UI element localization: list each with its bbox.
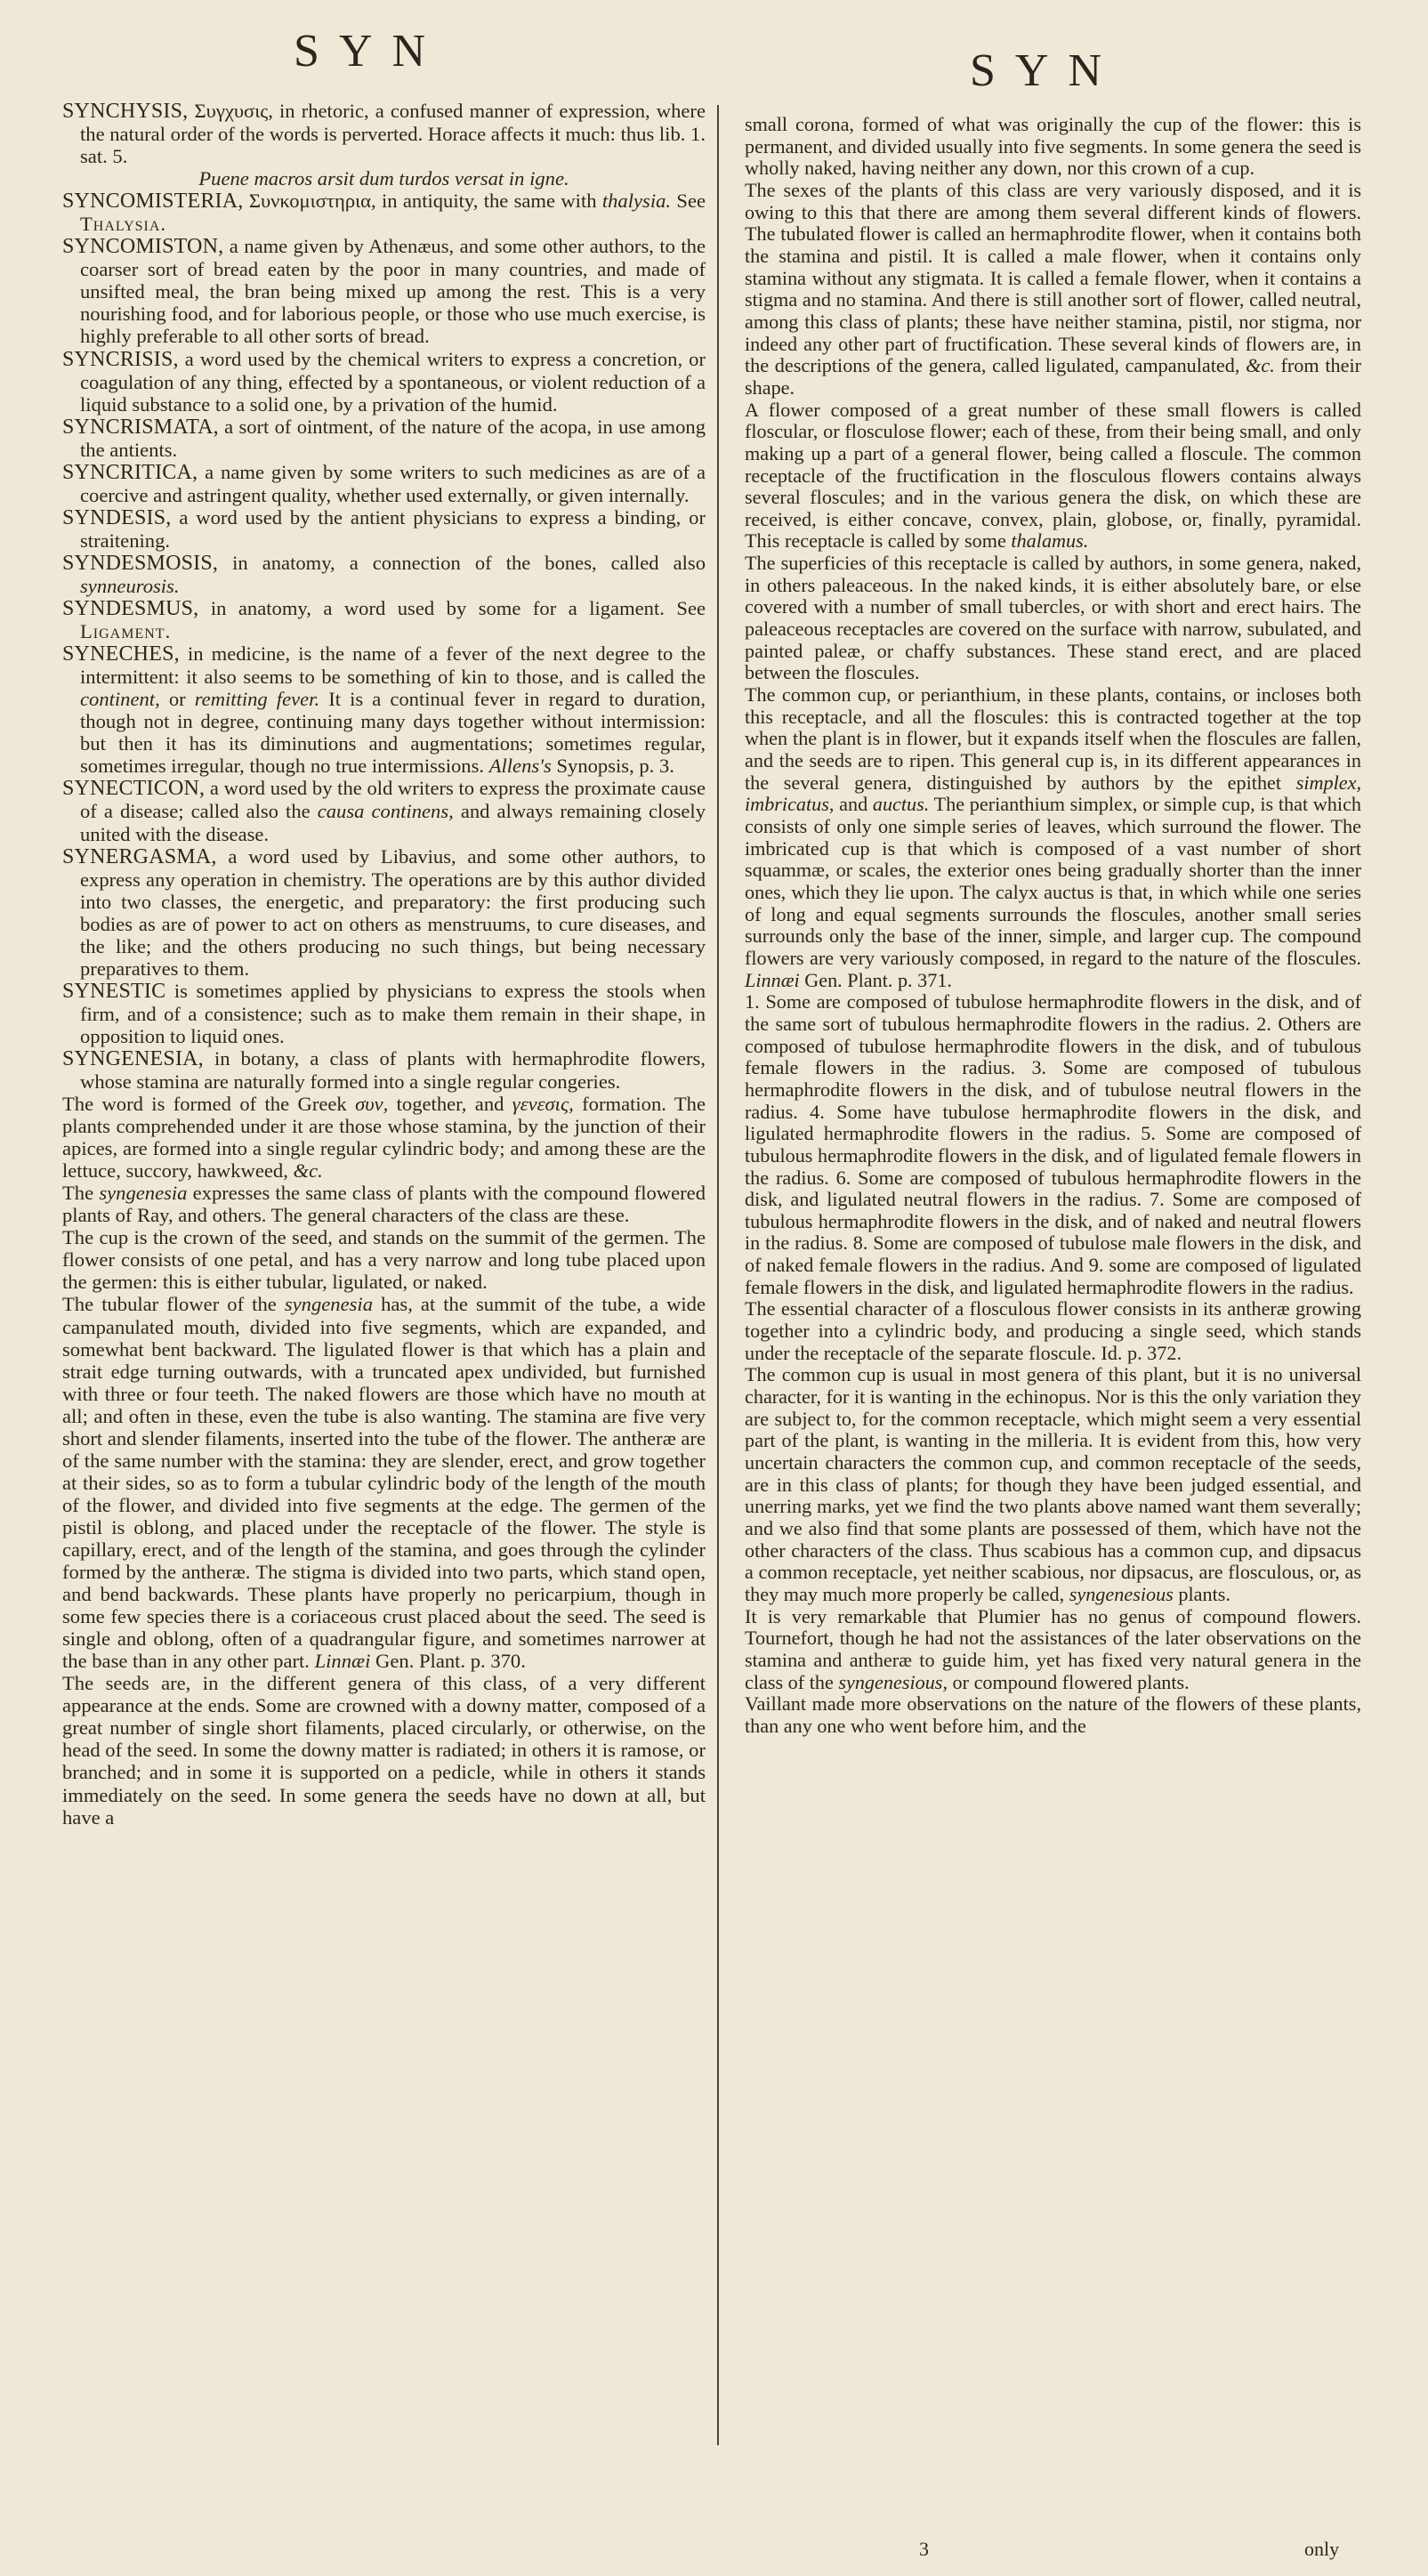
entry-text: in anatomy, a connection of the bones, called also [232,551,706,574]
paragraph-text: has, at the summit of the tube, a wide campanulated mouth, divided into five segments, which are expanded, and somewhat bent backward. The ligulated flower is that which has a plain and strait edge turning outwards, with a truncated apex undivided, but furnished with three or four teeth. The naked flowers are those which have no mouth at all; and often in these, even the tube is also wanting. The stamina are five very short and slender filaments, inserted into the tube of the flower. The antheræ are of the same number with the stamina: they are slender, erect, and grow together at their sides, so as to form a tubular cylindric body of the length of the mouth of the flower, and divided into five segments at the edge. The germen of the pistil is oblong, and placed under the receptacle of the flower. The style is capillary, erect, and of the length of the stamina, and goes through the cylinder formed by the antheræ. The stigma is divided into two parts, which stand open, and bend backwards. These plants have properly no pericarpium, though in some few species there is a coriaceous crust placed about the seed. The seed is single and oblong, often of a quadrangular figure, and sometimes narrower at the base than in any other part. [62,1293,706,1673]
entry-text: a word used by the chemical writers to express a concretion, or coagulation of any thing, effected by a spontaneous, or violent reduction of a liquid substance to a solid one, by a privation of the humid. [80,347,706,416]
headword: SYNGENESIA, [62,1046,204,1070]
entry-synergasma [62,845,706,980]
paragraph-text: expresses the same class of plants with the compound flowered plants of Ray, and others. The general characters of the class are these. [62,1182,706,1227]
paragraph-text: The common cup, or perianthium, in these plants, contains, or incloses both this receptacle, and all the floscules: this is contracted together at the top when the plant is in flower, but it expands itself when the floscules are fallen, and the seeds are to ripen. This general cup is, in its different appearances in the several genera, distinguished by authors by the epithet [745,683,1361,794]
entry-text: a word used by Libavius, and some other authors, to express any operation in chemistry. The operations are by this author divided into two classes, the energetic, and preparatory: the first producing such bodies as are of power to act on others as menstruums, to cure diseases, and the like; and the others producing no such things, but being necessary preparatives to them. [80,844,706,980]
entry-text: It is a continual fever in regard to duration, though not in degree, continuing many days together without intermission: but then it has its diminutions and augmentations; sometimes regular, sometimes irregular, though no true intermissions. [80,688,706,778]
entry-text: a name given by some writers to such medicines as are of a coercive and astringent quality, whether used externally, or given internally. [80,460,706,506]
entry-syncomisteria [62,190,706,235]
italic-term: causa continens, [317,800,454,823]
entry-syncrismata [62,416,706,461]
paragraph [62,1182,706,1226]
paragraph [745,684,1361,991]
cross-reference: Ligament. [80,620,172,643]
cross-reference: Thalysia. [80,213,167,236]
italic-term: remitting fever. [194,688,320,711]
headword: SYNDESMUS, [62,597,199,621]
paragraph: The superficies of this receptacle is called by authors, in some genera, naked, in others paleaceous. In the naked kinds, it is either absolutely bare, or else covered with a number of small tubercles, or with short and erect hairs. The paleaceous receptacles are covered on the surface with narrow, subulated, and painted paleæ, or chaffy substances. These stand erect, and are placed between the floscules. [745,552,1361,684]
paragraph [745,1364,1361,1605]
headword: SYNCRISMATA, [62,415,219,439]
paragraph-text: together, and [396,1093,504,1116]
italic-term: continent, [80,688,160,711]
italic-author: Allens's [488,755,552,778]
paragraph [745,400,1361,553]
column-divider [717,105,719,2445]
italic-term: syngenesia [284,1293,373,1316]
paragraph-text: The perianthium simplex, or simple cup, is that which consists of only one simple series of leaves, which surround the flower. The imbricated cup is that which is composed of a vast number of short squammæ, or scales, the exterior ones being gradually shorter than the inner ones, which they lie upon. The calyx auctus is that, in which while one series of long and equal segments surrounds the floscules, another small series surrounds only the base of the inner, simple, and larger cup. The compound flowers are very variously composed, in regard to the nature of the floscules. [745,793,1362,969]
paragraph-text: and [839,793,868,816]
headword: SYNCOMISTON, [62,235,224,259]
paragraph-text: Gen. Plant. p. 370. [375,1650,526,1673]
paragraph: The cup is the crown of the seed, and stands on the summit of the germen. The flower consists of one petal, and has a very narrow and long tube placed upon the germen: this is either tubular, ligulated, or naked. [62,1226,706,1294]
entry-text: Synopsis, p. 3. [556,755,674,778]
paragraph-text: The [62,1182,94,1205]
italic-term: auctus. [872,793,930,816]
latin-quotation: Puene macros arsit dum turdos versat in igne. [198,167,569,190]
headword: SYNCOMISTERIA, [62,190,244,214]
paragraph-text: plants. [1178,1582,1230,1605]
headword: SYNESTIC [62,979,166,1003]
entry-text: a word used by the old writers to express the proximate cause of a disease; called also the [80,777,706,823]
italic-term: &c. [1246,354,1275,377]
italic-term: &c. [293,1159,323,1183]
headword: SYNDESMOSIS, [62,551,219,575]
paragraph: 1. Some are composed of tubulose hermaphrodite flowers in the disk, and of the same sort of tubulous hermaphrodite flowers in the radius. 2. Others are composed of tubulose hermaphrodite flowers in the disk, and of tubulous female flowers in the radius. 3. Some are composed of tubulous hermaphrodite flowers in the disk, and of tubulose neutral flowers in the radius. 4. Some have tubulose hermaphrodite flowers in the disk, and ligulated hermaphrodite flowers in the radius. 5. Some are composed of tubulous hermaphrodite flowers in the disk, and of ligulated female flowers in the radius. 6. Some are composed of tubulous hermaphrodite flowers in the disk, and ligulated neutral flowers in the radius. 7. Some are composed of tubulous hermaphrodite flowers in the disk, and of naked and neutral flowers in the radius. 8. Some are composed of tubulose male flowers in the disk, and of naked female flowers in the radius. And 9. some are composed of ligulated female flowers in the disk, and ligulated hermaphrodite flowers in the radius. [745,990,1361,1298]
page-number: 3 [919,2538,929,2560]
entry-text: a name given by Athenæus, and some other authors, to the coarser sort of bread eaten by the poor in many countries, and made of unsifted meal, the bran being mixed up among the rest. This is a very nourishing food, and for laborious people, or those who use much exercise, is highly preferable to all other sorts of bread. [80,235,706,348]
entry-syncomiston [62,235,706,347]
entry-syngenesia [62,1047,706,1093]
paragraph [62,1293,706,1672]
entry-text: See [676,190,706,213]
entry-text: Συνκομιστηρια, in antiquity, the same with [248,190,597,213]
entry-syncrisis [62,348,706,416]
headword: SYNCRITICA, [62,460,198,484]
entry-synestic [62,980,706,1047]
entry-text: or [168,688,186,711]
paragraph: Vaillant made more observations on the nature of the flowers of these plants, than any one who went before him, and the [745,1692,1361,1737]
greek-word: συν, [355,1093,389,1116]
right-column [745,114,1361,1738]
entry-text: Συγχυσις, in rhetoric, a confused manner of expression, where the natural order of the words is perverted. Horace affects it much: thus lib. 1. sat. 5. [80,100,706,168]
paragraph [745,1606,1361,1694]
paragraph-text: The tubular flower of the [62,1293,277,1316]
greek-word: γενεσις, [512,1093,574,1116]
entry-text: a word used by the antient physicians to express a binding, or straitening. [80,505,706,552]
entry-text: is sometimes applied by physicians to express the stools when firm, and of a consistence; such as to make them remain in their shape, in opposition to liquid ones. [80,979,706,1047]
paragraph [745,180,1361,400]
italic-term: synneurosis. [80,574,180,597]
headword: SYNDESIS, [62,505,172,529]
running-head-left: SYN [294,26,446,77]
entry-text: a sort of ointment, of the nature of the acopa, in use among the antients. [80,415,706,461]
paragraph: The essential character of a flosculous flower consists in its antheræ growing together into a cylindric body, and producing a single seed, which stands under the receptacle of the separate floscule. Id. p. 372. [745,1297,1361,1364]
entry-syneches [62,642,706,777]
paragraph-text: The word is formed of the Greek [62,1093,347,1116]
headword: SYNECTICON, [62,777,206,801]
italic-term: syngenesious [1069,1582,1174,1605]
italic-term: simplex, imbricatus, [745,771,1362,816]
headword: SYNCRISIS, [62,347,179,371]
paragraph-text: A flower composed of a great number of these small flowers is called floscular, or flosculose flower; each of these, from their being small, and only making up a part of a general flower, being called a floscule. The common receptacle of the fructification in the flosculous flowers contains always several floscules; and in the various genera the disk, on which these are received, is either concave, convex, plain, globose, or, finally, pyramidal. This receptacle is called by some [745,398,1361,553]
paragraph-text: It is very remarkable that Plumier has no genus of compound flowers. Tournefort, though he had not the assistances of the later observations on the stamina and antheræ to guide him, yet has fixed very natural genera in the class of the [745,1604,1361,1693]
italic-term: thalamus. [1011,529,1089,553]
paragraph-text: The common cup is usual in most genera of this plant, but it is no universal character, for it is wanting in the echinopus. Nor is this the only variation they are subject to, for the common receptacle, which might seem a very essential part of the plant, is wanting in the milleria. It is evident from this, how very uncertain characters the common cup, and common receptacle of the seeds, are in this class of plants; for though they have been judged essential, and unerring marks, yet we find the two plants above named want them severally; and we also find that some plants are possessed of them, which have not the other characters of the class. Thus scabious has a common cup, and dipsacus a common receptacle, yet neither scabious, nor dipsacus, are flosculous, or, as they may much more properly be called, [745,1363,1361,1605]
paragraph-text: formation. The plants comprehended under it are those whose stamina, by the junction of their apices, are formed into a single regular cylindric body; and among these are the lettuce, succory, hawkweed, [62,1093,706,1183]
paragraph-text: or compound flowered plants. [952,1670,1190,1693]
entry-text: in botany, a class of plants with hermaphrodite flowers, whose stamina are naturally formed into a single regular congeries. [80,1046,706,1094]
headword: SYNERGASMA, [62,844,217,868]
italic-term: thalysia. [601,190,672,213]
entry-syndesmosis [62,552,706,597]
entry-synchysis [62,100,706,167]
italic-author: Linnæi [314,1650,371,1673]
italic-term: syngenesia [99,1182,188,1205]
entry-syndesmus [62,597,706,642]
italic-author: Linnæi [745,968,800,991]
paragraph: small corona, formed of what was originally the cup of the flower: this is permanent, and divided usually into five segments. In some genera the seed is wholly naked, having neither any down, nor this crown of a cup. [745,113,1361,180]
left-column [62,100,706,1829]
paragraph-text: from their shape. [745,354,1362,399]
paragraph [62,1093,706,1182]
running-head-right: SYN [970,45,1122,96]
entry-synecticon [62,777,706,844]
paragraph: The seeds are, in the different genera of this class, of a very different appearance at the ends. Some are crowned with a downy matter, composed of a great number of single short filaments, placed circularly, or otherwise, on the head of the seed. In some the downy matter is radiated; in others it is ramose, or branched; and in some it is supported on a pedicle, while in others it stands immediately on the seed. In some genera the seeds have no down at all, but have a [62,1672,706,1829]
headword: SYNCHYSIS, [62,100,189,123]
entry-text: and always remaining closely united with the disease. [80,800,706,845]
paragraph-text: Gen. Plant. p. 371. [804,968,952,991]
italic-term: syngenesious, [838,1670,948,1693]
entry-text: in anatomy, a word used by some for a ligament. See [210,597,706,620]
entry-syncritica [62,461,706,506]
paragraph-text: The sexes of the plants of this class are very variously disposed, and it is owing to this that there are among them several different kinds of flowers. The tubulated flower is called an hermaphrodite flower, when it contains both the stamina and pistil. It is called a male flower, when it contains only stamina without any stigmata. It is called a female flower, when it contains a stigma and no stamina. And there is still another sort of flower, called neutral, among this class of plants; these have neither stamina, pistil, nor stigma, nor indeed any other part of fructification. These several kinds of flowers are, in the descriptions of the genera, called ligulated, campanulated, [745,178,1361,377]
entry-text: in medicine, is the name of a fever of the next degree to the intermittent: it also seems to be something of kin to those, and is called the [80,642,706,689]
headword: SYNECHES, [62,642,180,666]
entry-syndesis [62,506,706,552]
catchword: only [1304,2538,1340,2560]
